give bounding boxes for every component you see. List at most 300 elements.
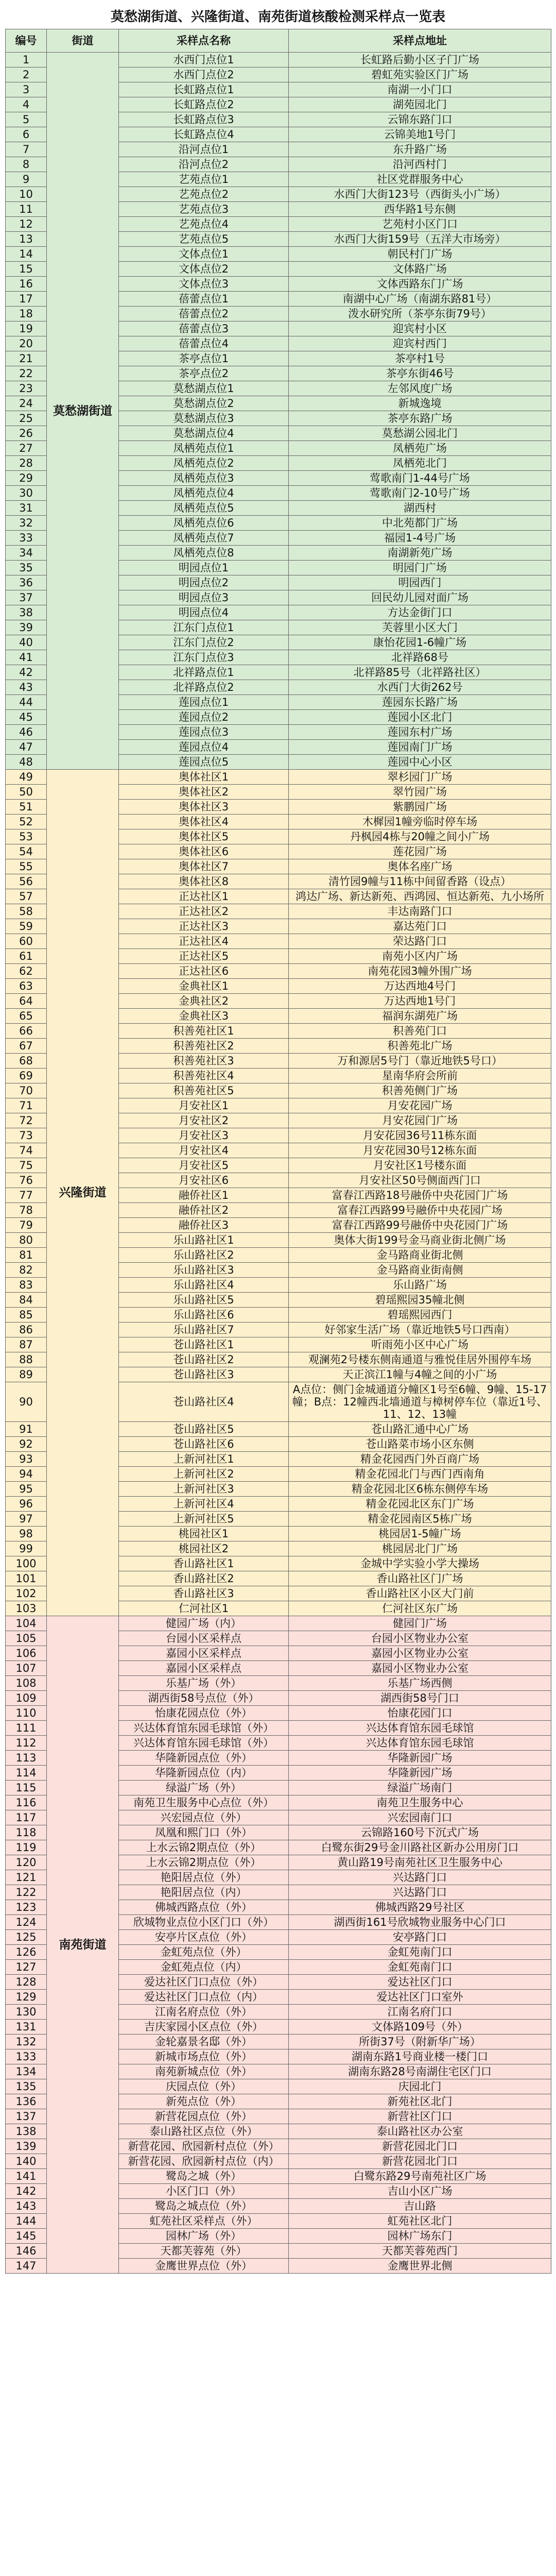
site-name: 江南名府点位（外） — [119, 2005, 289, 2020]
site-name: 水西门点位2 — [119, 67, 289, 82]
row-number: 62 — [6, 964, 47, 979]
site-name: 明园点位3 — [119, 590, 289, 605]
row-number: 11 — [6, 202, 47, 217]
row-number: 121 — [6, 1870, 47, 1885]
site-address: 新营社区门口 — [289, 2109, 551, 2124]
site-address: 文体西路东门广场 — [289, 277, 551, 292]
site-address: 文体路109号（外） — [289, 2020, 551, 2035]
site-name: 金典社区2 — [119, 994, 289, 1009]
site-name: 园林广场（外） — [119, 2229, 289, 2244]
row-number: 34 — [6, 546, 47, 561]
site-address: 紫鹏园广场 — [289, 800, 551, 815]
site-address: 嘉园小区物业办公室 — [289, 1661, 551, 1676]
site-name: 艳阳居点位（内） — [119, 1885, 289, 1900]
row-number: 119 — [6, 1840, 47, 1855]
site-address: 湖苑园北门 — [289, 97, 551, 112]
site-address: 健园门广场 — [289, 1616, 551, 1631]
row-number: 66 — [6, 1024, 47, 1039]
site-name: 文体点位1 — [119, 247, 289, 262]
site-name: 南苑卫生服务中心点位（外） — [119, 1795, 289, 1810]
site-name: 长虹路点位2 — [119, 97, 289, 112]
site-address: 乐山路广场 — [289, 1278, 551, 1293]
site-address: 清竹园9幢与11栋中间留香路（设点） — [289, 874, 551, 889]
row-number: 88 — [6, 1352, 47, 1367]
site-name: 正达社区5 — [119, 949, 289, 964]
site-name: 香山路社区2 — [119, 1571, 289, 1586]
site-name: 积善苑社区1 — [119, 1024, 289, 1039]
site-address: 丰达南路门口 — [289, 904, 551, 919]
row-number: 10 — [6, 187, 47, 202]
site-name: 凤栖苑点位6 — [119, 516, 289, 531]
site-address: 金城中学实验小学大操场 — [289, 1556, 551, 1571]
row-number: 94 — [6, 1467, 47, 1482]
site-address: 乐基广场西侧 — [289, 1676, 551, 1691]
row-number: 58 — [6, 904, 47, 919]
row-number: 95 — [6, 1482, 47, 1497]
row-number: 79 — [6, 1218, 47, 1233]
row-number: 12 — [6, 217, 47, 232]
row-number: 5 — [6, 112, 47, 127]
site-address: 万和源居5号门（靠近地铁5号口） — [289, 1054, 551, 1069]
row-number: 47 — [6, 740, 47, 755]
site-address: 南湖一小门口 — [289, 82, 551, 97]
row-number: 14 — [6, 247, 47, 262]
row-number: 44 — [6, 695, 47, 710]
site-name: 艺苑点位3 — [119, 202, 289, 217]
site-name: 苍山路社区4 — [119, 1382, 289, 1422]
site-address: 仁河社区东广场 — [289, 1601, 551, 1616]
site-name: 正达社区6 — [119, 964, 289, 979]
row-number: 85 — [6, 1308, 47, 1323]
site-name: 泰山路社区点位（外） — [119, 2124, 289, 2139]
site-name: 欣城物业点位小区门口（外） — [119, 1915, 289, 1930]
site-address: 回民幼儿园对面广场 — [289, 590, 551, 605]
site-name: 文体点位3 — [119, 277, 289, 292]
row-number: 56 — [6, 874, 47, 889]
site-name: 仁河社区1 — [119, 1601, 289, 1616]
row-number: 120 — [6, 1855, 47, 1870]
site-address: 积善苑北广场 — [289, 1039, 551, 1054]
site-address: 精金花园北门与西门西南角 — [289, 1467, 551, 1482]
row-number: 77 — [6, 1188, 47, 1203]
site-name: 小区门口（外） — [119, 2184, 289, 2199]
site-name: 凤栖苑点位8 — [119, 546, 289, 561]
site-name: 凤栖苑点位4 — [119, 486, 289, 501]
site-name: 爱达社区门口点位（外） — [119, 1975, 289, 1990]
site-name: 奥体社区6 — [119, 844, 289, 859]
row-number: 126 — [6, 1945, 47, 1960]
site-name: 凤凰和熙门口（外） — [119, 1825, 289, 1840]
street-name: 南苑街道 — [47, 1616, 119, 2274]
site-address: 香山路社区小区大门前 — [289, 1586, 551, 1601]
site-name: 香山路社区3 — [119, 1586, 289, 1601]
site-name: 月安社区6 — [119, 1173, 289, 1188]
site-address: 北祥路68号 — [289, 650, 551, 665]
row-number: 107 — [6, 1661, 47, 1676]
row-number: 54 — [6, 844, 47, 859]
table-body — [6, 53, 551, 2274]
row-number: 93 — [6, 1452, 47, 1467]
site-name: 长虹路点位1 — [119, 82, 289, 97]
site-address: A点位：侧门金城通道分幢区1号至6幢、9幢、15-17幢；B点：12幢西北墙通道与樟树停车位（靠近1号、11、12、13幢 — [289, 1382, 551, 1422]
site-address: 翠杉园门广场 — [289, 770, 551, 785]
site-name: 乐山路社区3 — [119, 1263, 289, 1278]
site-address: 金马路商业街北侧 — [289, 1248, 551, 1263]
site-name: 月安社区2 — [119, 1113, 289, 1128]
site-address: 月安花园门广场 — [289, 1113, 551, 1128]
row-number: 128 — [6, 1975, 47, 1990]
site-address: 园林广场东门 — [289, 2229, 551, 2244]
row-number: 97 — [6, 1512, 47, 1527]
site-name: 奥体社区2 — [119, 785, 289, 800]
site-address: 月安社区50号侧面西门口 — [289, 1173, 551, 1188]
site-name: 积善苑社区3 — [119, 1054, 289, 1069]
site-address: 莲园东长路广场 — [289, 695, 551, 710]
site-address: 所街37号（附新华广场） — [289, 2035, 551, 2049]
site-name: 北祥路点位1 — [119, 665, 289, 680]
row-number: 6 — [6, 127, 47, 142]
site-name: 明园点位1 — [119, 561, 289, 575]
site-name: 正达社区2 — [119, 904, 289, 919]
header-site-address: 采样点地址 — [289, 29, 551, 53]
site-name: 凤栖苑点位3 — [119, 471, 289, 486]
site-name: 蓓蕾点位3 — [119, 321, 289, 336]
site-name: 艳阳居点位（外） — [119, 1870, 289, 1885]
site-name: 上水云锦2期点位（外） — [119, 1840, 289, 1855]
site-name: 水西门点位1 — [119, 53, 289, 67]
row-number: 145 — [6, 2229, 47, 2244]
row-number: 61 — [6, 949, 47, 964]
row-number: 60 — [6, 934, 47, 949]
site-address: 凤栖苑北门 — [289, 456, 551, 471]
row-number: 137 — [6, 2109, 47, 2124]
row-number: 101 — [6, 1571, 47, 1586]
site-name: 奥体社区5 — [119, 829, 289, 844]
site-name: 正达社区4 — [119, 934, 289, 949]
row-number: 90 — [6, 1382, 47, 1422]
site-name: 沿河点位1 — [119, 142, 289, 157]
site-address: 莫愁湖公园北门 — [289, 426, 551, 441]
row-number: 138 — [6, 2124, 47, 2139]
site-address: 奥体大街199号金马商业街北侧广场 — [289, 1233, 551, 1248]
row-number: 91 — [6, 1422, 47, 1437]
row-number: 118 — [6, 1825, 47, 1840]
site-address: 精金花园西门外百商广场 — [289, 1452, 551, 1467]
row-number: 131 — [6, 2020, 47, 2035]
site-name: 莫愁湖点位4 — [119, 426, 289, 441]
site-name: 江东门点位3 — [119, 650, 289, 665]
row-number: 146 — [6, 2244, 47, 2259]
row-number: 99 — [6, 1541, 47, 1556]
site-name: 正达社区3 — [119, 919, 289, 934]
site-name: 新城市场点位（外） — [119, 2049, 289, 2064]
site-name: 文体点位2 — [119, 262, 289, 277]
site-address: 沿河西村门 — [289, 157, 551, 172]
site-address: 方达金街门口 — [289, 605, 551, 620]
row-number: 20 — [6, 336, 47, 351]
site-address: 湖南东路1号商业楼一楼门口 — [289, 2049, 551, 2064]
row-number: 117 — [6, 1810, 47, 1825]
site-address: 好邻家生活广场（靠近地铁5号口西南） — [289, 1323, 551, 1337]
row-number: 17 — [6, 292, 47, 307]
site-address: 茶亭东路广场 — [289, 411, 551, 426]
site-address: 南苑花园3幢外围广场 — [289, 964, 551, 979]
row-number: 112 — [6, 1736, 47, 1751]
row-number: 35 — [6, 561, 47, 575]
row-number: 75 — [6, 1158, 47, 1173]
site-name: 天都芙蓉苑（外） — [119, 2244, 289, 2259]
row-number: 78 — [6, 1203, 47, 1218]
site-address: 积善苑侧门广场 — [289, 1083, 551, 1098]
site-name: 上新河社区5 — [119, 1512, 289, 1527]
site-name: 凤栖苑点位2 — [119, 456, 289, 471]
row-number: 92 — [6, 1437, 47, 1452]
site-name: 莲园点位4 — [119, 740, 289, 755]
site-address: 翠竹园广场 — [289, 785, 551, 800]
site-name: 莫愁湖点位2 — [119, 396, 289, 411]
row-number: 23 — [6, 381, 47, 396]
site-name: 积善苑社区4 — [119, 1069, 289, 1083]
row-number: 96 — [6, 1497, 47, 1512]
site-address: 泼水研究所（茶亭东街79号） — [289, 307, 551, 321]
row-number: 30 — [6, 486, 47, 501]
row-number: 140 — [6, 2154, 47, 2169]
row-number: 8 — [6, 157, 47, 172]
site-name: 蓓蕾点位1 — [119, 292, 289, 307]
site-address: 兴达路门口 — [289, 1870, 551, 1885]
row-number: 32 — [6, 516, 47, 531]
site-name: 上新河社区3 — [119, 1482, 289, 1497]
site-name: 乐山路社区7 — [119, 1323, 289, 1337]
row-number: 49 — [6, 770, 47, 785]
site-address: 碧虹苑实验区门广场 — [289, 67, 551, 82]
row-number: 57 — [6, 889, 47, 904]
row-number: 29 — [6, 471, 47, 486]
site-name: 蓓蕾点位4 — [119, 336, 289, 351]
row-number: 89 — [6, 1367, 47, 1382]
site-address: 湖西街58号门口 — [289, 1691, 551, 1706]
row-number: 69 — [6, 1069, 47, 1083]
row-number: 74 — [6, 1143, 47, 1158]
row-number: 82 — [6, 1263, 47, 1278]
row-number: 106 — [6, 1646, 47, 1661]
site-name: 金轮嘉景名邸（外） — [119, 2035, 289, 2049]
row-number: 86 — [6, 1323, 47, 1337]
header-street: 街道 — [47, 29, 119, 53]
site-address: 佛城西路29号社区 — [289, 1900, 551, 1915]
site-address: 兴达体育馆东园毛球馆 — [289, 1721, 551, 1736]
site-address: 虹苑社区北门 — [289, 2214, 551, 2229]
site-address: 富春江西路99号融侨中央花园门广场 — [289, 1218, 551, 1233]
row-number: 33 — [6, 531, 47, 546]
site-address: 莲园中心小区 — [289, 755, 551, 770]
site-name: 湖西街58号点位（外） — [119, 1691, 289, 1706]
site-address: 茶亭东街46号 — [289, 366, 551, 381]
row-number: 80 — [6, 1233, 47, 1248]
row-number: 37 — [6, 590, 47, 605]
site-name: 长虹路点位3 — [119, 112, 289, 127]
site-address: 万达西地1号门 — [289, 994, 551, 1009]
row-number: 129 — [6, 1990, 47, 2005]
row-number: 27 — [6, 441, 47, 456]
row-number: 43 — [6, 680, 47, 695]
site-address: 莲园南门广场 — [289, 740, 551, 755]
site-name: 新苑点位（外） — [119, 2094, 289, 2109]
site-address: 文体路广场 — [289, 262, 551, 277]
site-name: 上新河社区1 — [119, 1452, 289, 1467]
header-number: 编号 — [6, 29, 47, 53]
row-number: 109 — [6, 1691, 47, 1706]
row-number: 68 — [6, 1054, 47, 1069]
row-number: 114 — [6, 1766, 47, 1781]
site-address: 富春江西路18号融侨中央花园门广场 — [289, 1188, 551, 1203]
site-address: 泰山路社区办公室 — [289, 2124, 551, 2139]
site-name: 莲园点位5 — [119, 755, 289, 770]
row-number: 100 — [6, 1556, 47, 1571]
site-address: 奥体名座广场 — [289, 859, 551, 874]
street-name: 兴隆街道 — [47, 770, 119, 1616]
site-name: 爱达社区门口点位（内） — [119, 1990, 289, 2005]
site-address: 月安花园36号11栋东面 — [289, 1128, 551, 1143]
row-number: 136 — [6, 2094, 47, 2109]
site-address: 湖西街161号欣城物业服务中心门口 — [289, 1915, 551, 1930]
site-name: 月安社区3 — [119, 1128, 289, 1143]
site-name: 奥体社区1 — [119, 770, 289, 785]
row-number: 132 — [6, 2035, 47, 2049]
row-number: 59 — [6, 919, 47, 934]
site-name: 乐山路社区4 — [119, 1278, 289, 1293]
row-number: 143 — [6, 2199, 47, 2214]
row-number: 67 — [6, 1039, 47, 1054]
row-number: 7 — [6, 142, 47, 157]
site-name: 苍山路社区2 — [119, 1352, 289, 1367]
row-number: 98 — [6, 1527, 47, 1541]
row-number: 31 — [6, 501, 47, 516]
row-number: 52 — [6, 815, 47, 829]
site-name: 凤栖苑点位1 — [119, 441, 289, 456]
site-name: 南苑新城点位（外） — [119, 2064, 289, 2079]
site-address: 观澜苑2号楼东侧南通道与雅悦佳居外围停车场 — [289, 1352, 551, 1367]
row-number: 130 — [6, 2005, 47, 2020]
row-number: 139 — [6, 2139, 47, 2154]
site-name: 金典社区1 — [119, 979, 289, 994]
row-number: 105 — [6, 1631, 47, 1646]
row-number: 134 — [6, 2064, 47, 2079]
site-name: 北祥路点位2 — [119, 680, 289, 695]
site-address: 迎宾村小区 — [289, 321, 551, 336]
site-name: 新营花园、欣园新村点位（外） — [119, 2139, 289, 2154]
site-address: 兴宏园南门口 — [289, 1810, 551, 1825]
site-address: 中北苑都门广场 — [289, 516, 551, 531]
site-address: 木樨园1幢旁临时停车场 — [289, 815, 551, 829]
site-address: 爱达社区门口 — [289, 1975, 551, 1990]
row-number: 28 — [6, 456, 47, 471]
site-name: 奥体社区4 — [119, 815, 289, 829]
site-address: 庆园北门 — [289, 2079, 551, 2094]
site-address: 天正滨江1幢与4幢之间的小广场 — [289, 1367, 551, 1382]
site-name: 长虹路点位4 — [119, 127, 289, 142]
row-number: 65 — [6, 1009, 47, 1024]
site-name: 怡康花园点位（外） — [119, 1706, 289, 1721]
site-address: 桃园居1-5幢广场 — [289, 1527, 551, 1541]
site-address: 莲园小区北门 — [289, 710, 551, 725]
site-name: 江东门点位1 — [119, 620, 289, 635]
site-name: 乐基广场（外） — [119, 1676, 289, 1691]
site-address: 月安花园30号12栋东面 — [289, 1143, 551, 1158]
site-name: 安亭片区点位（外） — [119, 1930, 289, 1945]
row-number: 18 — [6, 307, 47, 321]
row-number: 125 — [6, 1930, 47, 1945]
site-address: 华隆新园广场 — [289, 1751, 551, 1766]
site-name: 艺苑点位2 — [119, 187, 289, 202]
site-name: 艺苑点位4 — [119, 217, 289, 232]
site-address: 听雨苑小区中心广场 — [289, 1337, 551, 1352]
site-name: 绿溢广场（外） — [119, 1781, 289, 1795]
row-number: 124 — [6, 1915, 47, 1930]
site-name: 积善苑社区2 — [119, 1039, 289, 1054]
row-number: 19 — [6, 321, 47, 336]
site-address: 莺歌南门1-44号广场 — [289, 471, 551, 486]
row-number: 16 — [6, 277, 47, 292]
row-number: 104 — [6, 1616, 47, 1631]
row-number: 103 — [6, 1601, 47, 1616]
row-number: 144 — [6, 2214, 47, 2229]
row-number: 63 — [6, 979, 47, 994]
site-name: 莫愁湖点位3 — [119, 411, 289, 426]
site-name: 月安社区1 — [119, 1098, 289, 1113]
row-number: 115 — [6, 1781, 47, 1795]
site-address: 精金花园北区东门广场 — [289, 1497, 551, 1512]
site-address: 嘉达苑门口 — [289, 919, 551, 934]
site-name: 桃园社区1 — [119, 1527, 289, 1541]
row-number: 122 — [6, 1885, 47, 1900]
site-address: 富春江西路99号融侨中央花园广场 — [289, 1203, 551, 1218]
row-number: 22 — [6, 366, 47, 381]
row-number: 81 — [6, 1248, 47, 1263]
site-name: 凤栖苑点位5 — [119, 501, 289, 516]
site-address: 云锦东路门口 — [289, 112, 551, 127]
row-number: 110 — [6, 1706, 47, 1721]
table-row — [6, 53, 551, 67]
site-address: 苍山路汇通中心广场 — [289, 1422, 551, 1437]
row-number: 142 — [6, 2184, 47, 2199]
row-number: 71 — [6, 1098, 47, 1113]
site-address: 南湖中心广场（南湖东路81号） — [289, 292, 551, 307]
site-address: 朝民村门广场 — [289, 247, 551, 262]
row-number: 73 — [6, 1128, 47, 1143]
site-address: 金虹苑南门口 — [289, 1945, 551, 1960]
row-number: 45 — [6, 710, 47, 725]
site-name: 鹭岛之城点位（外） — [119, 2199, 289, 2214]
row-number: 42 — [6, 665, 47, 680]
site-name: 融侨社区2 — [119, 1203, 289, 1218]
row-number: 111 — [6, 1721, 47, 1736]
site-address: 湖南东路28号南湖住宅区门口 — [289, 2064, 551, 2079]
site-address: 月安社区1号楼东面 — [289, 1158, 551, 1173]
site-address: 兴达路门口 — [289, 1885, 551, 1900]
site-name: 嘉园小区采样点 — [119, 1646, 289, 1661]
site-address: 兴达体育馆东园毛球馆 — [289, 1736, 551, 1751]
document-page — [5, 0, 551, 2274]
site-address: 精金花园北区6栋东侧停车场 — [289, 1482, 551, 1497]
site-address: 江南名府门口 — [289, 2005, 551, 2020]
site-address: 康怡花园1-6幢广场 — [289, 635, 551, 650]
site-name: 茶亭点位2 — [119, 366, 289, 381]
site-name: 金虹苑点位（外） — [119, 1945, 289, 1960]
site-name: 苍山路社区3 — [119, 1367, 289, 1382]
site-address: 艺苑村小区门口 — [289, 217, 551, 232]
site-address: 荣达路门口 — [289, 934, 551, 949]
